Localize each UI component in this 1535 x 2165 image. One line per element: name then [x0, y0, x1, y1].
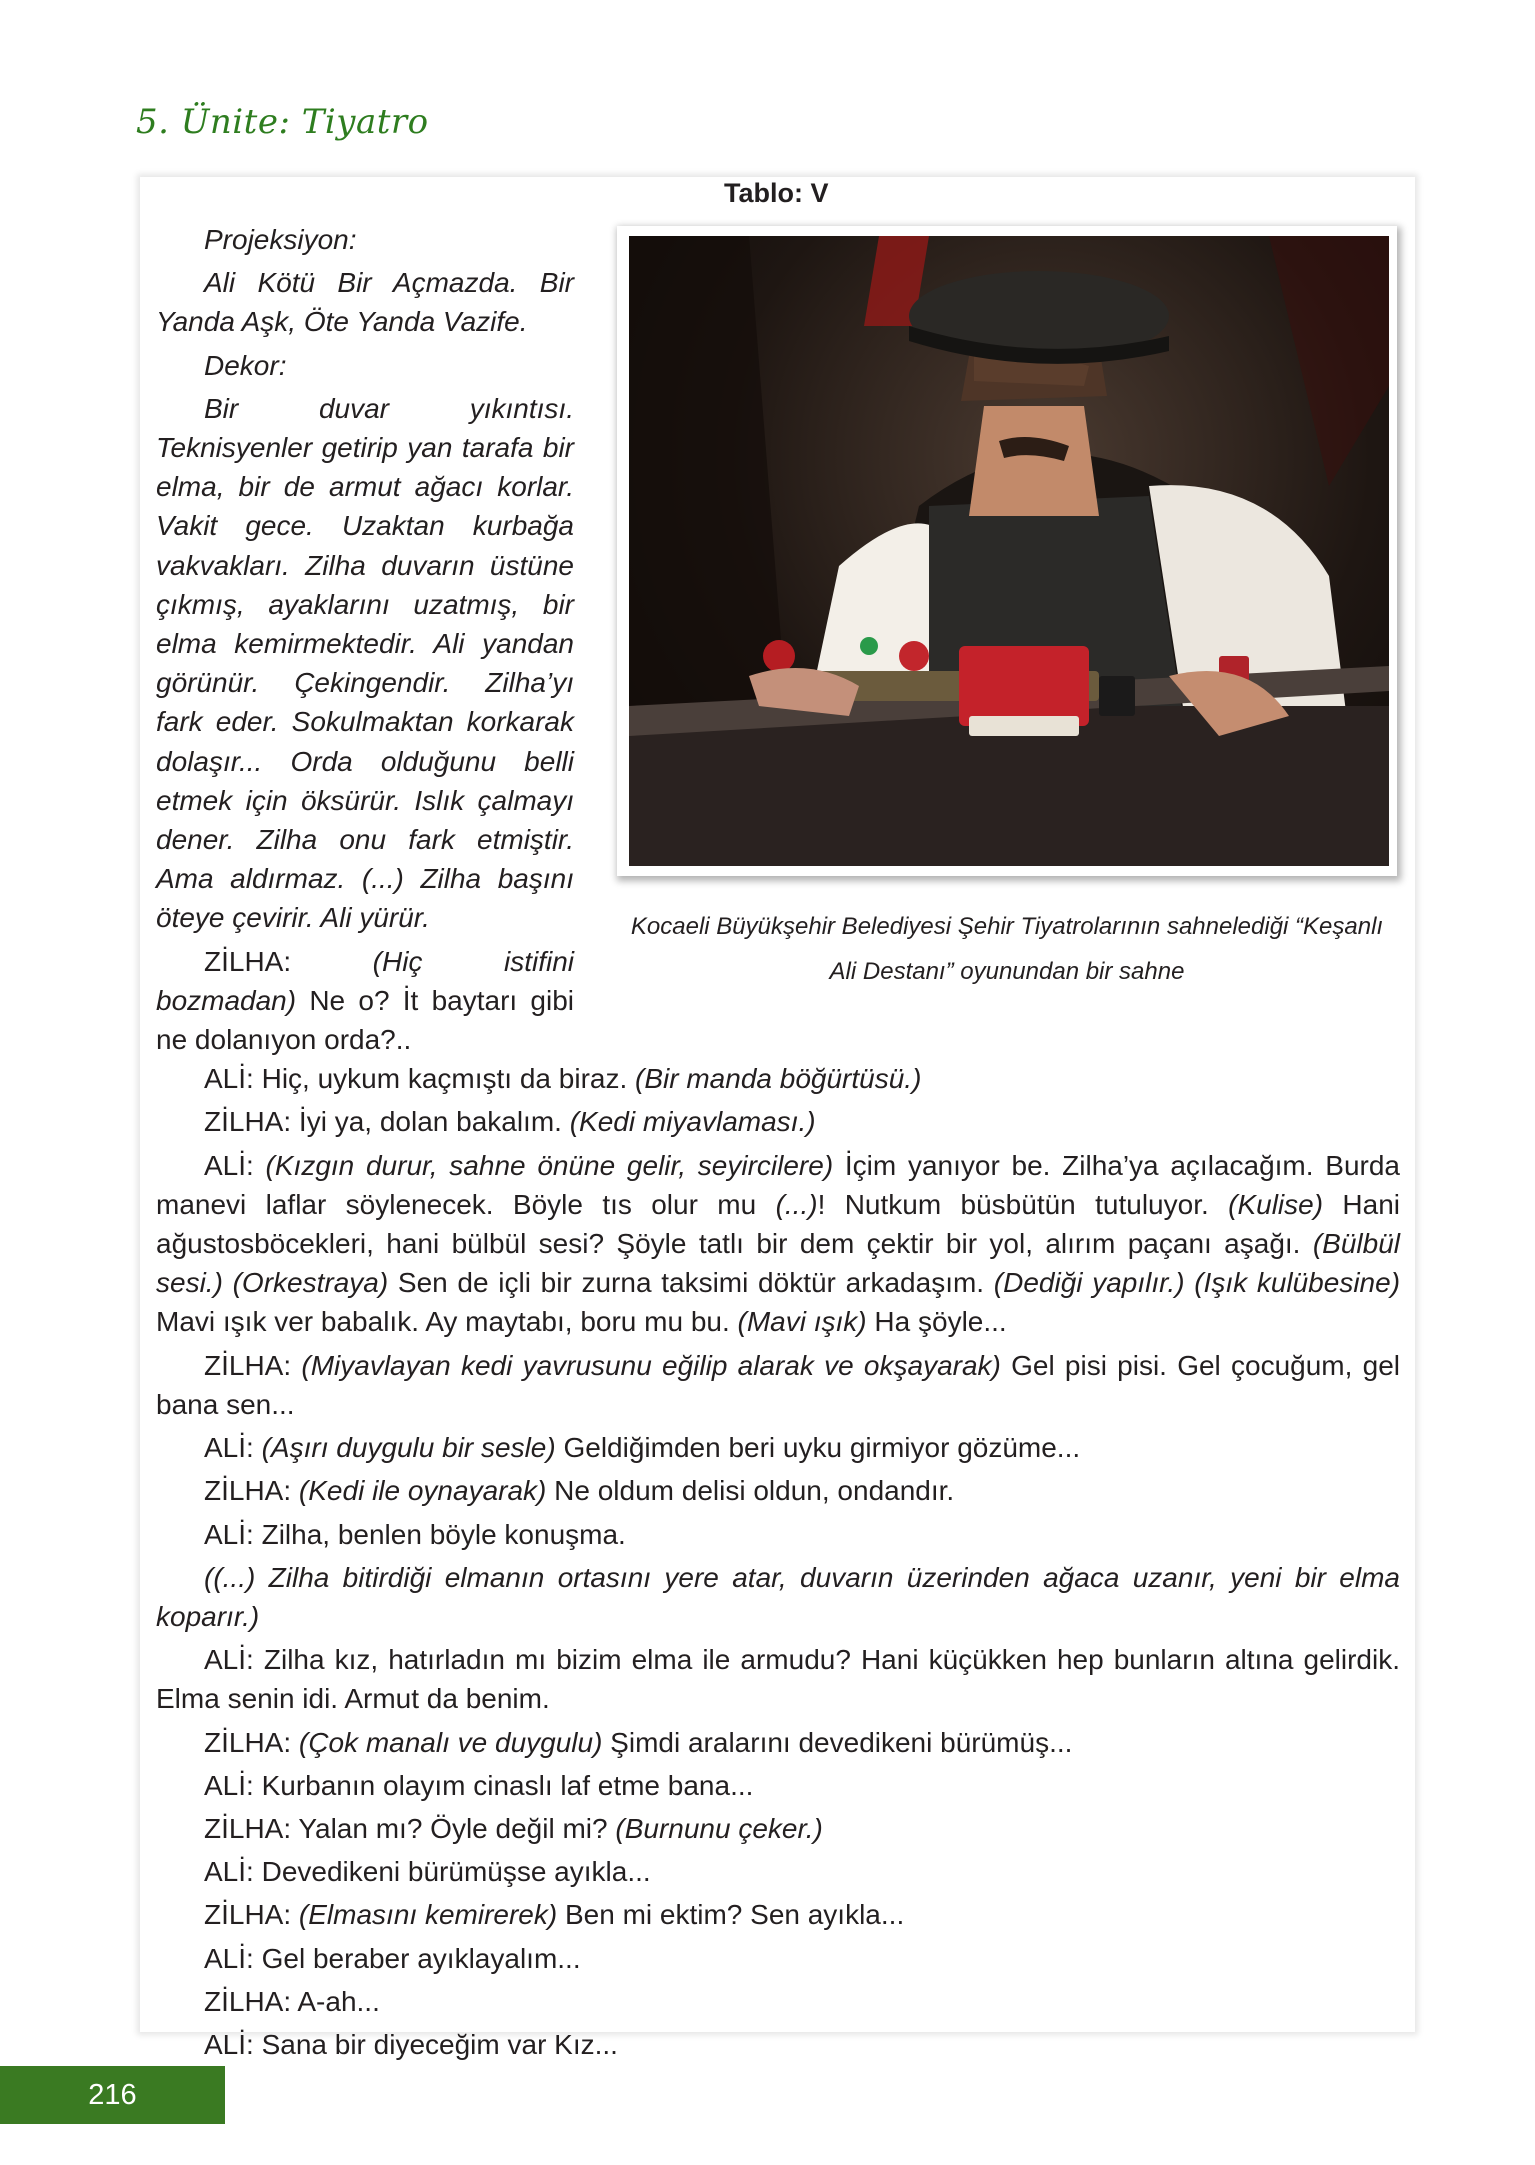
dialogue-text: Sen de içli bir zurna taksimi döktür arkadaşım.: [388, 1267, 994, 1299]
dialogue-line: [156, 1146, 1400, 1342]
dialogue-text: Yalan mı? Öyle değil mi?: [298, 1812, 616, 1844]
stage-direction: (Burnunu çeker.): [615, 1812, 823, 1844]
script-paragraph: Dekor:: [204, 349, 287, 381]
speaker-name: ZİLHA:: [204, 945, 373, 977]
speaker-name: ZİLHA:: [204, 1812, 299, 1844]
stage-direction: (Dediği yapılır.) (Işık kulübesine): [993, 1267, 1401, 1299]
dialogue-text: Sana bir diyeceğim var Kız...: [261, 2028, 618, 2060]
dialogue-line: [156, 1640, 1400, 1718]
stage-direction: (Çok manalı ve duygulu): [298, 1726, 603, 1758]
dialogue-line: [156, 942, 574, 1060]
dialogue-line: [156, 1059, 1400, 1098]
dialogue-line: [156, 1102, 1400, 1141]
dialogue-text: Geldiğimden beri uyku girmiyor gözüme...: [555, 1432, 1081, 1464]
speaker-name: ZİLHA:: [204, 1899, 299, 1931]
figure-label: Tablo: V: [724, 178, 829, 208]
dialogue-text: Devedikeni bürümüşse ayıkla...: [261, 1856, 651, 1888]
stage-direction: (Kulise): [1228, 1188, 1324, 1220]
caption-line-1: Kocaeli Büyükşehir Belediyesi Şehir Tiyatrolarının sahnelediği “Keşanlı: [630, 913, 1384, 940]
speaker-name: ZİLHA:: [204, 1475, 299, 1507]
play-script: [156, 220, 1400, 2068]
dialogue-line: [156, 1471, 1400, 1510]
speaker-name: ZİLHA:: [204, 1349, 302, 1381]
speaker-name: ALİ:: [204, 1518, 262, 1550]
speaker-name: ALİ:: [204, 1149, 266, 1181]
page-number: 216: [0, 2066, 225, 2124]
stage-direction: (Bir manda böğürtüsü.): [635, 1063, 922, 1095]
dialogue-line: [156, 1766, 1400, 1805]
speaker-name: ALİ:: [204, 1856, 262, 1888]
stage-direction: (Hiç istifini bozmadan): [156, 945, 574, 1016]
stage-direction-line: ((...) Zilha bitirdiği elmanın ortasını yere atar, duvarın üzerinden ağaca uzanır, yeni bir elma koparır.): [156, 1561, 1400, 1632]
dialogue-line: [156, 1982, 1400, 2021]
speaker-name: ZİLHA:: [204, 1985, 298, 2017]
stage-direction: (Kedi miyavlaması.): [569, 1106, 816, 1138]
dialogue-line: [156, 1515, 1400, 1554]
speaker-name: ZİLHA:: [204, 1726, 299, 1758]
script-paragraph: Ali Kötü Bir Açmazda. Bir Yanda Aşk, Öte Yanda Vazife.: [156, 267, 574, 338]
speaker-name: ALİ:: [204, 1942, 262, 1974]
dialogue-text: Mavi ışık ver babalık. Ay maytabı, boru mu bu.: [156, 1306, 738, 1338]
dialogue-text: Ha şöyle...: [866, 1306, 1007, 1338]
stage-direction: (Miyavlayan kedi yavrusunu eğilip alarak ve okşayarak): [301, 1349, 1001, 1381]
caption-line-2: Ali Destanı” oyunundan bir sahne: [829, 958, 1185, 985]
speaker-name: ALİ:: [204, 2028, 262, 2060]
dialogue-line: [156, 1723, 1400, 1762]
dialogue-text: Ben mi ektim? Sen ayıkla...: [557, 1899, 905, 1931]
dialogue-line: [156, 2025, 1400, 2064]
dialogue-text: İyi ya, dolan bakalım.: [298, 1106, 570, 1138]
script-paragraph: Projeksiyon:: [204, 224, 357, 255]
dialogue-line: [156, 1809, 1400, 1848]
stage-direction: (Bülbül sesi.) (Orkestraya): [156, 1228, 1400, 1299]
unit-title: 5. Ünite: Tiyatro: [136, 102, 429, 142]
stage-direction: (Kedi ile oynayarak): [298, 1475, 547, 1507]
dialogue-text: Hani ağustosböcekleri, hani bülbül sesi? Şöyle tatlı bir dem çektir bir yol, alırım paçanı aşağı.: [156, 1188, 1400, 1260]
dialogue-text: Ne oldum delisi oldun, ondandır.: [546, 1475, 955, 1507]
stage-direction: (Mavi ışık): [737, 1306, 867, 1338]
dialogue-line: [156, 1852, 1400, 1891]
script-paragraph: Bir duvar yıkıntısı. Teknisyenler getirip yan tarafa bir elma, bir de armut ağacı korlar. Vakit gece. Uzaktan kurbağa vakvakları. Zilha duvarın üstüne çıkmış, ayaklarını uzatmış, bir elma kemirmektedir. Ali yandan görünür. Çekingendir. Zilha’yı fark eder. Sokulmaktan korkarak dolaşır... Orda olduğunu belli etmek için öksürür. Islık çalmayı dener. Zilha onu fark etmiştir. Ama aldırmaz. (...) Zilha başını öteye çevirir. Ali yürür.: [156, 392, 574, 934]
dialogue-line: [156, 1895, 1400, 1934]
speaker-name: ALİ:: [204, 1644, 264, 1676]
dialogue-text: Ne o? İt baytarı gibi ne dolanıyon orda?..: [156, 984, 574, 1056]
speaker-name: ALİ:: [204, 1063, 262, 1095]
dialogue-text: Şimdi aralarını devedikeni bürümüş...: [602, 1726, 1073, 1758]
stage-direction: (Aşırı duygulu bir sesle): [261, 1432, 556, 1464]
speaker-name: ZİLHA:: [204, 1106, 299, 1138]
speaker-name: ALİ:: [204, 1769, 262, 1801]
dialogue-text: Hiç, uykum kaçmıştı da biraz.: [261, 1063, 636, 1095]
dialogue-text: A-ah...: [297, 1985, 380, 2017]
stage-direction: (Elmasını kemirerek): [298, 1899, 558, 1931]
dialogue-text: Gel pisi pisi. Gel çocuğum, gel bana sen...: [156, 1349, 1400, 1420]
dialogue-text: Zilha kız, hatırladın mı bizim elma ile armudu? Hani küçükken hep bunların altına gelirdik. Elma senin idi. Armut da benim.: [156, 1644, 1400, 1715]
dialogue-line: [156, 1428, 1400, 1467]
stage-direction: (...): [775, 1188, 818, 1220]
dialogue-text: ! Nutkum büsbütün tutuluyor.: [817, 1188, 1229, 1220]
dialogue-text: Gel beraber ayıklayalım...: [261, 1942, 581, 1974]
dialogue-text: İçim yanıyor be. Zilha’ya açılacağım. Burda manevi laflar söylenecek. Böyle tıs olur mu: [156, 1149, 1400, 1220]
dialogue-text: Kurbanın olayım cinaslı laf etme bana...: [261, 1769, 754, 1801]
stage-direction: (Kızgın durur, sahne önüne gelir, seyircilere): [265, 1149, 834, 1181]
speaker-name: ALİ:: [204, 1432, 262, 1464]
dialogue-line: [156, 1346, 1400, 1424]
dialogue-text: Zilha, benlen böyle konuşma.: [261, 1518, 626, 1550]
dialogue-line: [156, 1939, 1400, 1978]
